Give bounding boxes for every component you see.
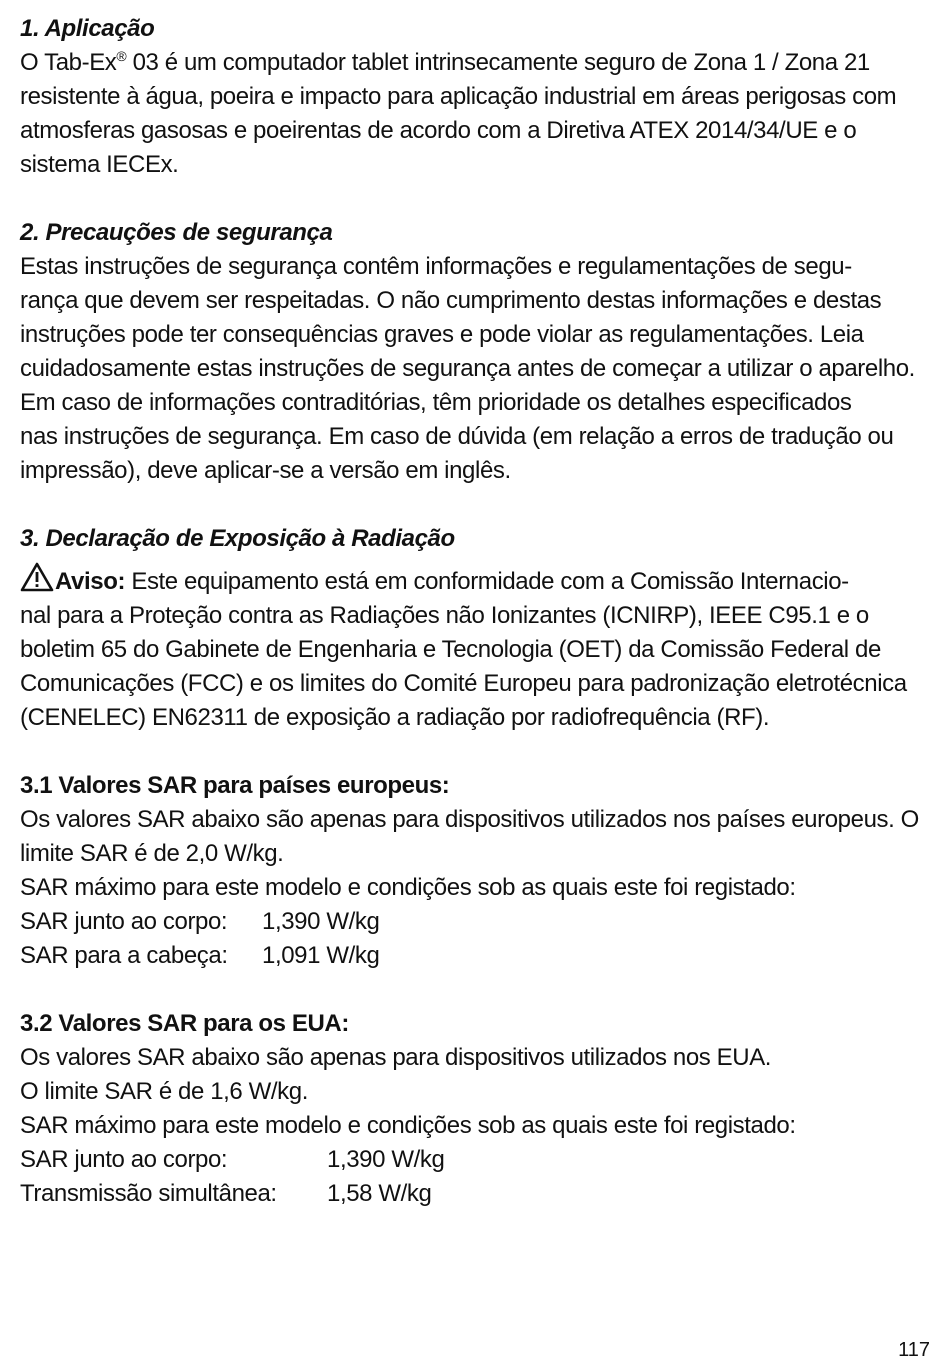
paragraph-line: O limite SAR é de 1,6 W/kg. <box>20 1078 308 1105</box>
paragraph-line: rança que devem ser respeitadas. O não cumprimento destas informações e destas <box>20 287 882 314</box>
paragraph-line: impressão), deve aplicar-se a versão em inglês. <box>20 457 511 484</box>
paragraph-line: Comunicações (FCC) e os limites do Comité Europeu para padronização eletrotécnica <box>20 670 907 697</box>
warning-label: Aviso: <box>55 568 126 595</box>
sar-label: SAR junto ao corpo: <box>20 908 228 935</box>
warning-triangle-icon <box>20 562 54 592</box>
paragraph-line: Estas instruções de segurança contêm informações e regulamentações de segu- <box>20 253 852 280</box>
sar-row <box>20 1177 930 1211</box>
spacer <box>20 735 930 769</box>
section-sar-europa <box>20 769 930 973</box>
spacer <box>20 182 930 216</box>
sar-value: 1,091 W/kg <box>262 942 380 969</box>
text-run: Este equipamento está em conformidade com a Comissão Internacio- <box>125 568 849 595</box>
registered-mark: ® <box>116 48 127 64</box>
section-body <box>20 46 930 182</box>
page-number: 117 <box>898 1339 930 1361</box>
section-heading: 3.2 Valores SAR para os EUA: <box>20 1010 349 1037</box>
section-heading: 3.1 Valores SAR para países europeus: <box>20 772 450 799</box>
paragraph-line: limite SAR é de 2,0 W/kg. <box>20 840 284 867</box>
sar-row <box>20 905 930 939</box>
paragraph-line <box>20 46 930 80</box>
paragraph-line: boletim 65 do Gabinete de Engenharia e Tecnologia (OET) da Comissão Federal de <box>20 636 881 663</box>
section-heading: 2. Precauções de segurança <box>20 219 333 246</box>
paragraph-line: Os valores SAR abaixo são apenas para dispositivos utilizados nos países europeus. O <box>20 806 919 833</box>
sar-value: 1,58 W/kg <box>327 1180 432 1207</box>
paragraph-line: (CENELEC) EN62311 de exposição a radiação por radiofrequência (RF). <box>20 704 770 731</box>
paragraph-line: instruções pode ter consequências graves e pode violar as regulamentações. Leia <box>20 321 864 348</box>
paragraph-line: nas instruções de segurança. Em caso de dúvida (em relação a erros de tradução ou <box>20 423 894 450</box>
spacer <box>20 973 930 1007</box>
warning-line <box>20 562 930 599</box>
section-heading: 1. Aplicação <box>20 15 155 42</box>
paragraph-line: atmosferas gasosas e poeirentas de acordo com a Diretiva ATEX 2014/34/UE e o <box>20 117 857 144</box>
text-run: O Tab-Ex <box>20 49 117 76</box>
section-body <box>20 562 930 735</box>
paragraph-line: Os valores SAR abaixo são apenas para dispositivos utilizados nos EUA. <box>20 1044 772 1071</box>
section-body <box>20 1041 930 1211</box>
sar-label: SAR junto ao corpo: <box>20 1146 228 1173</box>
section-sar-eua <box>20 1007 930 1211</box>
section-body <box>20 250 930 488</box>
paragraph-line: SAR máximo para este modelo e condições sob as quais este foi registado: <box>20 874 796 901</box>
paragraph-line: nal para a Proteção contra as Radiações não Ionizantes (ICNIRP), IEEE C95.1 e o <box>20 602 869 629</box>
paragraph-line: resistente à água, poeira e impacto para aplicação industrial em áreas perigosas com <box>20 83 897 110</box>
paragraph-line: cuidadosamente estas instruções de segurança antes de começar a utilizar o aparelho. <box>20 355 915 382</box>
sar-value: 1,390 W/kg <box>327 1146 445 1173</box>
section-precaucoes <box>20 216 930 488</box>
sar-value: 1,390 W/kg <box>262 908 380 935</box>
sar-row <box>20 1143 930 1177</box>
section-aplicacao <box>20 12 930 182</box>
text-run: 03 é um computador tablet intrinsecamente seguro de Zona 1 / Zona 21 <box>126 49 870 76</box>
section-body <box>20 803 930 973</box>
sar-label: Transmissão simultânea: <box>20 1180 277 1207</box>
paragraph-line: Em caso de informações contraditórias, têm prioridade os detalhes especificados <box>20 389 852 416</box>
sar-label: SAR para a cabeça: <box>20 942 228 969</box>
section-heading: 3. Declaração de Exposição à Radiação <box>20 525 455 552</box>
paragraph-line: sistema IECEx. <box>20 151 179 178</box>
sar-row <box>20 939 930 973</box>
section-radiacao <box>20 522 930 735</box>
spacer <box>20 488 930 522</box>
paragraph-line: SAR máximo para este modelo e condições sob as quais este foi registado: <box>20 1112 796 1139</box>
